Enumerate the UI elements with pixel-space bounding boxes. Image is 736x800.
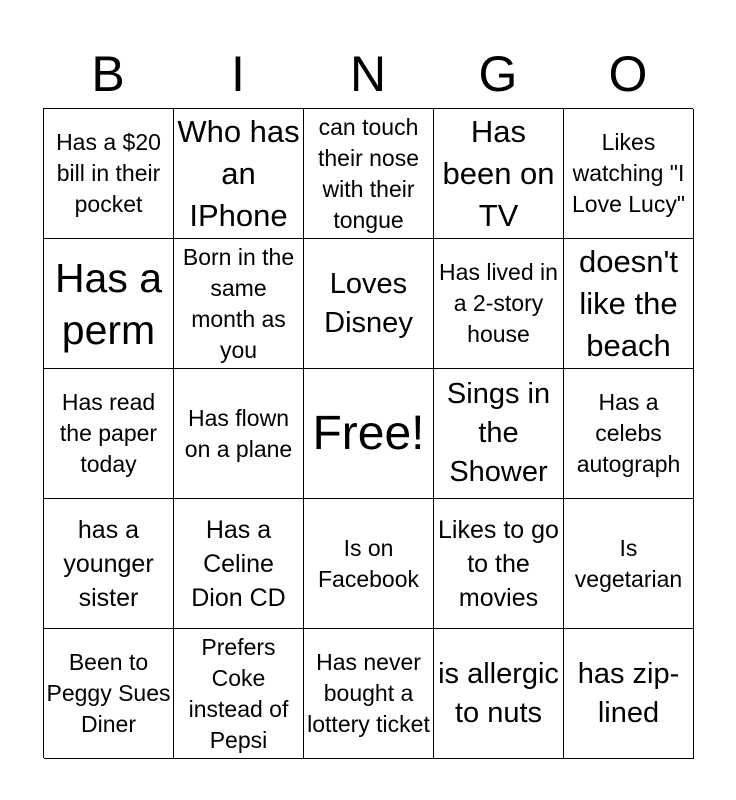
cell-text: Has flown on a plane (184, 404, 293, 462)
bingo-cell-r2c4 (434, 239, 564, 369)
header-letter-o: O (608, 46, 648, 102)
cell-text: doesn't like the beach (579, 243, 678, 363)
cell-text: Has a perm (54, 254, 163, 353)
cell-text: Likes watching "I Love Lucy" (571, 129, 685, 217)
bingo-cell-r3c2 (174, 369, 304, 499)
free-space-text: Free! (312, 406, 425, 460)
cell-text: Is on Facebook (317, 534, 419, 592)
bingo-cell-r5c3 (304, 629, 434, 759)
header-letter-i: I (231, 46, 245, 102)
bingo-cell-r4c2 (174, 499, 304, 629)
header-letter-b: B (91, 46, 125, 102)
bingo-header (43, 44, 693, 108)
cell-text: Has lived in a 2-story house (439, 259, 558, 347)
cell-text: Likes to go to the movies (438, 515, 559, 612)
bingo-card-grid (43, 108, 693, 758)
header-letter-g: G (478, 46, 518, 102)
cell-text: is allergic to nuts (438, 657, 559, 729)
bingo-cell-r4c3 (304, 499, 434, 629)
cell-text: has zip-lined (577, 657, 680, 729)
bingo-cell-r3c5 (564, 369, 694, 499)
bingo-cell-r2c2 (174, 239, 304, 369)
bingo-cell-r3c4 (434, 369, 564, 499)
bingo-cell-r1c3 (304, 109, 434, 239)
cell-text: Has read the paper today (59, 389, 158, 477)
cell-text: Who has an IPhone (177, 113, 300, 233)
cell-text: Has a $20 bill in their pocket (56, 129, 161, 217)
cell-text: Has never bought a lottery ticket (307, 649, 430, 737)
bingo-cell-r1c1 (44, 109, 174, 239)
bingo-cell-r1c4 (434, 109, 564, 239)
bingo-cell-r2c5 (564, 239, 694, 369)
bingo-cell-r3c3 (304, 369, 434, 499)
bingo-cell-r1c2 (174, 109, 304, 239)
bingo-cell-r4c4 (434, 499, 564, 629)
cell-text: can touch their nose with their tongue (317, 113, 419, 233)
bingo-cell-r5c2 (174, 629, 304, 759)
bingo-cell-r5c4 (434, 629, 564, 759)
cell-text: Has been on TV (442, 113, 555, 233)
cell-text: has a younger sister (63, 515, 154, 612)
bingo-cell-r3c1 (44, 369, 174, 499)
cell-text: Sings in the Shower (446, 378, 551, 488)
cell-text: Prefers Coke instead of Pepsi (188, 633, 289, 753)
cell-text: Has a Celine Dion CD (191, 515, 286, 612)
bingo-cell-r1c5 (564, 109, 694, 239)
cell-text: Been to Peggy Sues Diner (46, 649, 171, 737)
bingo-cell-r5c1 (44, 629, 174, 759)
bingo-cell-r2c1 (44, 239, 174, 369)
cell-text: Loves Disney (324, 267, 413, 339)
header-letter-n: N (349, 46, 387, 102)
bingo-cell-r5c5 (564, 629, 694, 759)
bingo-cell-r4c5 (564, 499, 694, 629)
bingo-cell-r2c3 (304, 239, 434, 369)
bingo-cell-r4c1 (44, 499, 174, 629)
cell-text: Is vegetarian (574, 534, 683, 592)
cell-text: Has a celebs autograph (576, 389, 681, 477)
cell-text: Born in the same month as you (182, 243, 295, 363)
